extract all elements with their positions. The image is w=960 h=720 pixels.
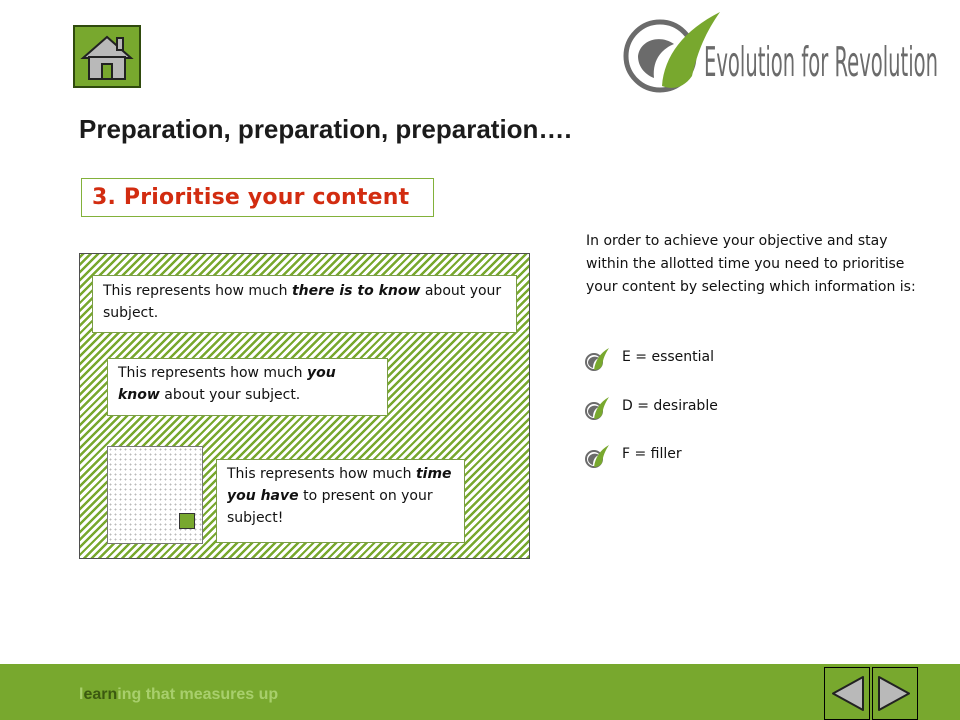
evolution-logo [622, 4, 942, 104]
svg-text:Evolution for Revolution: Evolution for Revolution [704, 38, 938, 86]
time-area-dotted [107, 446, 203, 544]
next-button[interactable] [872, 667, 918, 720]
section-heading: 3. Prioritise your content [92, 185, 410, 210]
previous-arrow-icon [825, 668, 869, 719]
instructions-text: In order to achieve your objective and stay within the allotted time you need to prioritise your content by selecting which information is: [586, 233, 916, 295]
leaf-bullet-icon [584, 444, 610, 470]
tagline: learning that measures up [79, 686, 279, 703]
leaf-bullet-icon [584, 396, 610, 422]
there-is-to-know-box: This represents how much there is to know about your subject. [92, 275, 517, 333]
time-marker-square [179, 513, 195, 529]
time-you-have-box: This represents how much time you have to present on your subject! [216, 459, 465, 543]
section-heading-box [81, 178, 434, 217]
previous-button[interactable] [824, 667, 870, 720]
home-icon [75, 27, 139, 86]
next-arrow-icon [873, 668, 917, 719]
home-button[interactable] [73, 25, 141, 88]
you-know-box: This represents how much you know about your subject. [107, 358, 388, 416]
page-title: Preparation, preparation, preparation…. [79, 114, 572, 144]
leaf-bullet-icon [584, 347, 610, 373]
